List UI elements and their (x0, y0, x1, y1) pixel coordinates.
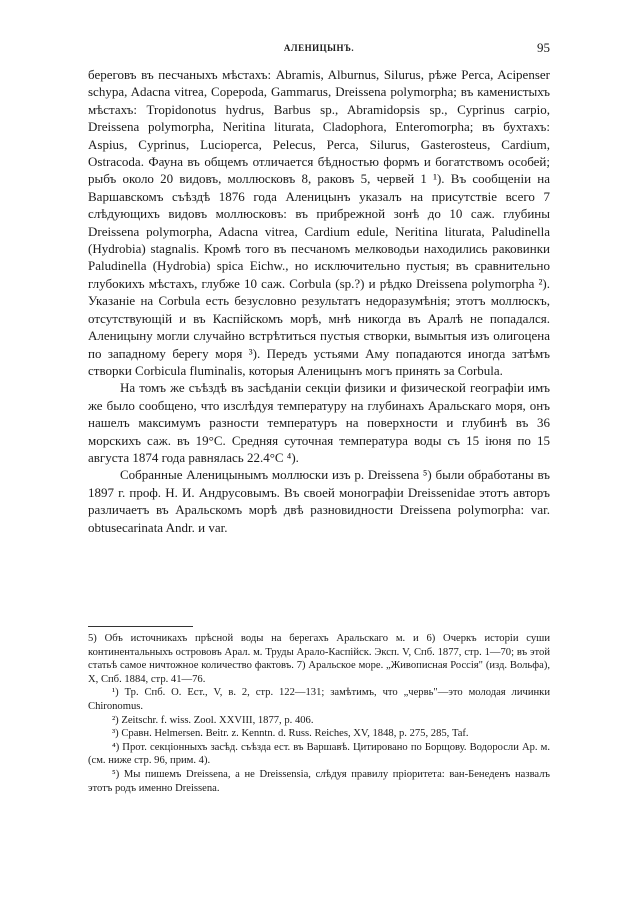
footnote-1: ¹) Тр. Спб. О. Ест., V, в. 2, стр. 122—131; замѣтимъ, что „червь"—это молодая личинки Chironomus. (88, 687, 550, 712)
paragraph-3: Собранные Аленицынымъ моллюски изъ р. Dreissena ⁵) были обработаны въ 1897 г. проф. Н. И. Андрусовымъ. Въ своей монографіи Dreissenidae этотъ авторъ различаетъ въ Аральскомъ морѣ двѣ разновидности Dreissena polymorpha: var. obtusecarinata Andr. и var. (88, 467, 550, 535)
footnote-intro: 5) Объ источникахъ прѣсной воды на берегахъ Аральскаго м. и 6) Очеркъ исторіи суши континентальныхъ острововъ Арал. м. Труды Арало-Каспійск. Эксп. V, Спб. 1877, стр. 1—70; въ этой статьѣ самое ничтожное количество фактовъ. 7) Аральское море. „Живописная Россія" (изд. Вольфа), X, Спб. 1884, стр. 41—76. (88, 633, 550, 685)
paragraph-1: береговъ въ песчаныхъ мѣстахъ: Abramis, Alburnus, Silurus, рѣже Perca, Acipenser schypa, Adacna vitrea, Copepoda, Gammarus, Dreissena polymorpha; въ каменистыхъ мѣстахъ: Tropidonotus hydrus, Barbus sp., Abramidopsis sp., Cyprinus carpio, Dreissena polymorpha, Neritina liturata, Cladophora, Enteromorpha; въ бухтахъ: Aspius, Cyprinus, Lucioperca, Pelecus, Perca, Silurus, Gasterosteus, Cardium, Ostracoda. Фауна въ общемъ отличается бѣдностью формъ и богатствомъ особей; рыбъ около 20 видовъ, моллюсковъ 8, раковъ 5, червей 1 ¹). Въ сообщеніи на Варшавскомъ съѣздѣ 1876 года Аленицынъ указалъ на присутствіе всего 7 слѣдующихъ видовъ моллюсковъ: въ прибрежной зонѣ до 10 саж. глубины Dreissena polymorpha, Adacna vitrea, Cardium edule, Neritina liturata, Paludinella (Hydrobia) stagnalis. Кромѣ того въ песчаномъ мелководьи находились раковинки Paludinella (Hydrobia) spica Eichw., но исключительно пустыя; въ сравнительно глубокихъ мѣстахъ, глубже 10 саж. Corbula (sp.?) и рѣдко Dreissena polymorpha ²). Указаніе на Corbula есть безусловно результатъ недоразумѣнія; этотъ моллюскъ, отсутствующій и въ Каспійскомъ морѣ, мнѣ никогда въ Аралѣ не попадался. Аленицыну могли случайно встрѣтиться пустыя створки, вымытыя изъ олигоцена по западному берегу моря ³). Передъ устьями Аму попадаются иногда затѣмъ створки Corbicula fluminalis, которыя Аленицынъ могъ принять за Corbula. (88, 67, 550, 378)
footnote-4: ⁴) Прот. секціонныхъ засѣд. съѣзда ест. въ Варшавѣ. Цитировано по Борщову. Водоросли Ар. м. (см. ниже стр. 96, прим. 4). (88, 741, 550, 767)
running-head (88, 40, 550, 56)
footnote-5: ⁵) Мы пишемъ Dreissena, а не Dreissensia, слѣдуя правилу пріоритета: ван-Бенеденъ назвалъ этотъ родъ именно Dreissena. (88, 768, 550, 794)
page-number: 95 (537, 40, 550, 55)
running-title: АЛЕНИЦЫНЪ. (283, 43, 355, 53)
footnotes (88, 632, 550, 795)
footnote-separator (88, 626, 193, 627)
footnote-3: ³) Сравн. Helmersen. Beitr. z. Kenntn. d. Russ. Reiches, XV, 1848, р. 275, 285, Taf. (112, 728, 469, 740)
footnote-2: ²) Zeitschr. f. wiss. Zool. XXVIII, 1877, р. 406. (112, 714, 314, 726)
main-text (88, 66, 550, 536)
paragraph-2: На томъ же съѣздѣ въ засѣданіи секціи физики и физической географіи имъ же было сообщено, что изслѣдуя температуру на глубинахъ Аральскаго моря, онъ нашелъ максимумъ разности температуръ на поверхности и глубинѣ въ 36 морскихъ саж. въ 19°С. Средняя суточная температура воды съ 15 іюня по 15 августа 1874 года равнялась 22.4°С ⁴). (88, 380, 550, 465)
